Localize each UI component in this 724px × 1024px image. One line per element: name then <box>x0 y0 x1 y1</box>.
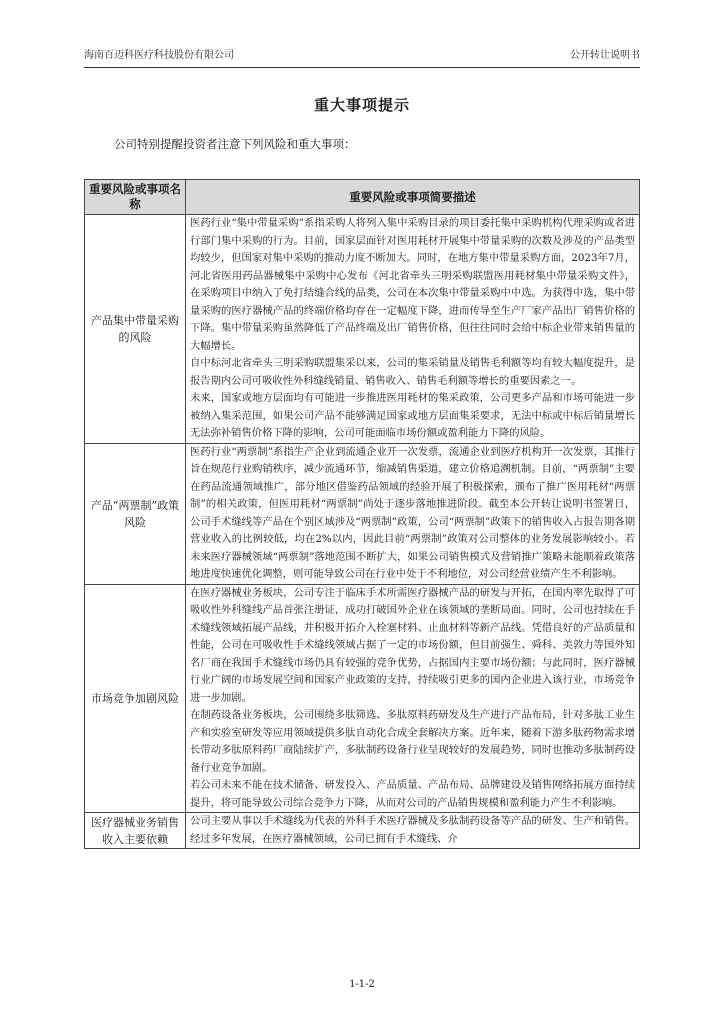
risk-name: 医疗器械业务销售收入主要依赖 <box>85 813 186 849</box>
header-doc-type: 公开转让说明书 <box>570 50 640 61</box>
header-company: 海南百迈科医疗科技股份有限公司 <box>84 50 234 61</box>
risk-name: 产品“两票制”政策风险 <box>85 443 186 584</box>
risk-desc <box>186 443 640 584</box>
risk-desc <box>186 215 640 444</box>
header-rule <box>84 67 640 68</box>
desc-paragraph: 公司主要从事以手术缝线为代表的外科手术医疗器械及多肽制药设备等产品的研发、生产和销售。经过多年发展，在医疗器械领域，公司已拥有手术缝线、介 <box>190 815 635 845</box>
col-header-desc: 重要风险或事项简要描述 <box>186 180 640 215</box>
risk-desc <box>186 813 640 849</box>
table-row <box>85 584 640 813</box>
table-row <box>85 443 640 584</box>
risk-name: 市场竞争加剧风险 <box>85 584 186 813</box>
table-row <box>85 215 640 444</box>
desc-paragraph: 医药行业“两票制”系指生产企业到流通企业开一次发票，流通企业到医疗机构开一次发票，其推行旨在规范行业购销秩序，减少流通环节，缩减销售渠道，建立价格追溯机制。目前，“两票制”主要在药品流通领域推广，部分地区借鉴药品领域的经验开展了积极探索，颁布了推广医用耗材“两票制”的相关政策，但医用耗材“两票制”尚处于逐步落地推进阶段。截至本公开转让说明书签署日，公司手术缝线等产品在个别区域涉及“两票制”政策，公司“两票制”政策下的销售收入占报告期各期营业收入的比例较低，均在2%以内，因此目前“两票制”政策对公司整体的业务发展影响较小。若未来医疗器械领域“两票制”落地范围不断扩大，如果公司销售模式及营销推广策略未能顺着政策落地进度快速优化调整，则可能导致公司在行业中处于不利地位，对公司经营业绩产生不利影响。 <box>190 445 635 580</box>
col-header-name: 重要风险或事项名称 <box>85 180 186 215</box>
desc-paragraph: 若公司未来不能在技术储备、研发投入、产品质量、产品布局、品牌建设及销售网络拓展方面持续提升，将可能导致公司综合竞争力下降，从而对公司的产品销售规模和盈利能力产生不利影响。 <box>190 779 635 809</box>
table-header-row <box>85 180 640 215</box>
risk-table <box>84 179 640 849</box>
desc-paragraph: 未来，国家或地方层面均有可能进一步推进医用耗材的集采政策，公司更多产品和市场可能进一步被纳入集采范围，如果公司产品不能够满足国家或地方层面集采要求，无法中标或中标后销量增长无法弥补销售价格下降的影响，公司可能面临市场份额或盈利能力下降的风险。 <box>190 392 635 439</box>
table-row <box>85 813 640 849</box>
page-number: 1-1-2 <box>349 979 375 990</box>
risk-desc <box>186 584 640 813</box>
page-title: 重大事项提示 <box>313 96 410 114</box>
risk-name: 产品集中带量采购的风险 <box>85 215 186 444</box>
desc-paragraph: 在制药设备业务板块，公司围绕多肽筛选、多肽原料药研发及生产进行产品布局，针对多肽工业生产和实验室研发等应用领域提供多肽自动化合成全套解决方案。近年来，随着下游多肽药物需求增长带动多肽原料药厂商陆续扩产，多肽制药设备行业呈现较好的发展趋势，同时也推动多肽制药设备行业竞争加剧。 <box>190 709 635 774</box>
desc-paragraph: 医药行业“集中带量采购”系指采购人将列入集中采购目录的项目委托集中采购机构代理采购或者进行部门集中采购的行为。目前，国家层面针对医用耗材开展集中带量采购的次数及涉及的产品类型均较少，但国家对集中采购的推动力度不断加大。同时，在地方集中带量采购方面，2023年7月，河北省医用药品器械集中采购中心发布《河北省牵头三明采购联盟医用耗材集中带量采购文件》，在采购项目中纳入了免打结缝合线的品类，公司在本次集中带量采购中中选。为获得中选，集中带量采购的医疗器械产品的终端价格均存在一定幅度下降，进而传导至生产厂家产品出厂销售价格的下降。集中带量采购虽然降低了产品终端及出厂销售价格，但往往同时会给中标企业带来销售量的大幅增长。 <box>190 217 635 352</box>
intro-text: 公司特别提醒投资者注意下列风险和重大事项： <box>114 137 356 151</box>
page-header <box>84 48 640 64</box>
desc-paragraph: 在医疗器械业务板块，公司专注于临床手术所需医疗器械产品的研发与开拓，在国内率先取得了可吸收性外科缝线产品首张注册证，成功打破国外企业在该领域的垄断局面。同时，公司也持续在手术缝线领域拓展产品线，并积极开拓介入栓塞材料、止血材料等新产品线。凭借良好的产品质量和性能，公司在可吸收性手术缝线领域占据了一定的市场份额，但目前强生、舜科、美敦力等国外知名厂商在我国手术缝线市场仍具有较强的竞争优势，占据国内主要市场份额；与此同时，医疗器械行业广阔的市场发展空间和国家产业政策的支持，持续吸引更多的国内企业进入该行业，市场竞争进一步加剧。 <box>190 586 635 704</box>
desc-paragraph: 自中标河北省牵头三明采购联盟集采以来，公司的集采销量及销售毛利额等均有较大幅度提升，是报告期内公司可吸收性外科缝线销量、销售收入、销售毛利额等增长的重要因素之一。 <box>190 357 635 387</box>
